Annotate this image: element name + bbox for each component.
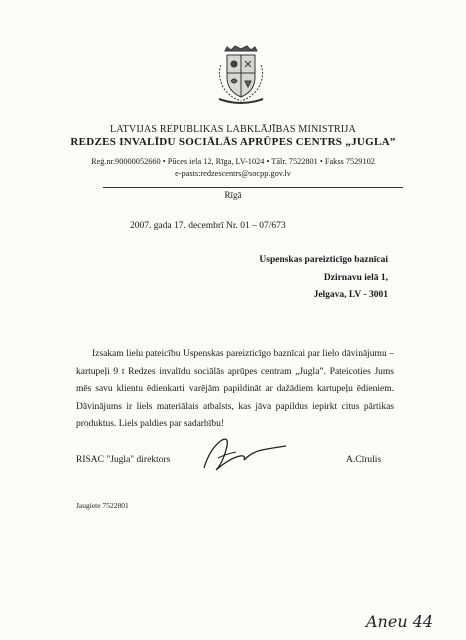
prepared-by: Jaugiete 7522801 [76, 501, 129, 510]
coat-of-arms-icon [215, 45, 267, 105]
handwritten-signature-icon [200, 428, 290, 478]
organization-name: REDZES INVALĪDU SOCIĀLĀS APRŪPES CENTRS „JUGLA” [70, 136, 396, 148]
recipient-block [259, 252, 388, 305]
contact-address-line: Reģ.nr.90000052660 • Pūces iela 12, Rīga, LV-1024 • Tālr. 7522801 • Fakss 7529102 [91, 157, 375, 166]
recipient-city: Jelgava, LV - 3001 [313, 290, 388, 300]
contact-info [0, 156, 466, 179]
handwritten-page-note: Aneu 44 [366, 612, 434, 631]
recipient-name: Uspenskas pareizticīgo baznīcai [259, 255, 388, 265]
ministry-name: LATVIJAS REPUBLIKAS LABKLĀJĪBAS MINISTRIJA [110, 124, 356, 135]
header-divider [103, 187, 403, 188]
recipient-street: Dzirnavu ielā 1, [323, 272, 388, 283]
signatory-name: A.Cīrulis [346, 455, 382, 465]
date-and-number: 2007. gada 17. decembrī Nr. 01 – 07/673 [130, 221, 286, 231]
signatory-title: RISAC "Jugla" direktors [76, 455, 171, 465]
contact-email-line: e-pasts:redzescentrs@socpp.gov.lv [175, 168, 291, 178]
letter-body: Izsakam lielu pateicību Uspenskas pareizticīgo baznīcai par lielo dāvinājumu – kartupeļi 9 t Redzes invalīdu sociālās aprūpes centram „Jugla”. Pateicoties Jums mēs savu klientu ēdienkarti varējām papildināt ar dažādiem kartupeļu ēdieniem. Dāvinājums ir liels materiālais atbalsts, kas jāva papildus iepirkt citus pārtikas produktus. Liels paldies par sadarbību! [76, 349, 394, 430]
issue-city: Rīgā [224, 190, 242, 200]
